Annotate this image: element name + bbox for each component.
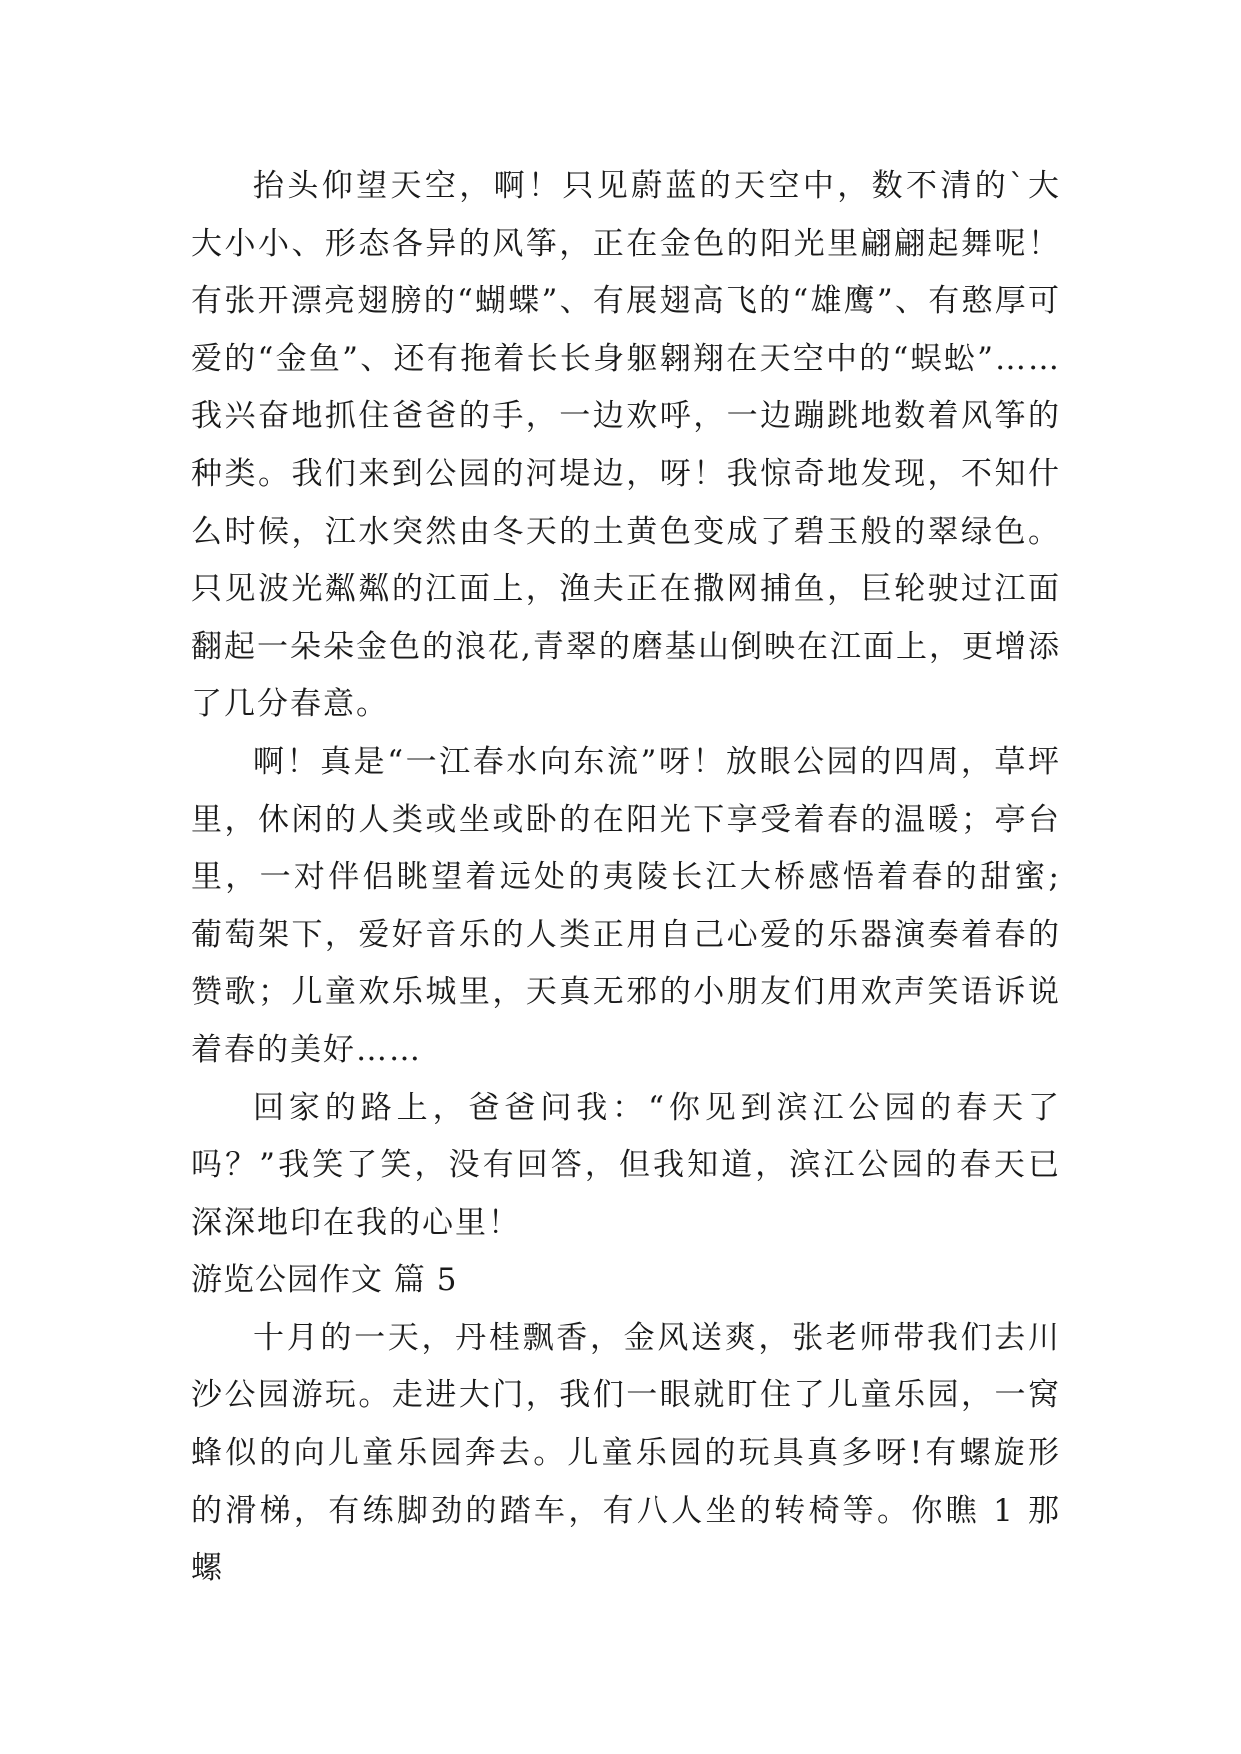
paragraph-kites-river: 抬头仰望天空，啊！只见蔚蓝的天空中，数不清的`大大小小、形态各异的风筝，正在金色的阳光里翩翩起舞呢！有张开漂亮翅膀的“蝴蝶”、有展翅高飞的“雄鹰”、有憨厚可爱的“金鱼”、还有拖着长长身躯翱翔在天空中的“蜈蚣”……我兴奋地抓住爸爸的手，一边欢呼，一边蹦跳地数着风筝的种类。我们来到公园的河堤边，呀！我惊奇地发现，不知什么时候，江水突然由冬天的土黄色变成了碧玉般的翠绿色。只见波光粼粼的江面上，渔夫正在撒网捕鱼，巨轮驶过江面翻起一朵朵金色的浪花,青翠的磨基山倒映在江面上，更增添了几分春意。 — [191, 168, 1061, 723]
paragraph-chuansha-park: 十月的一天，丹桂飘香，金风送爽，张老师带我们去川沙公园游玩。走进大门，我们一眼就盯住了儿童乐园，一窝蜂似的向儿童乐园奔去。儿童乐园的玩具真多呀!有螺旋形的滑梯，有练脚劲的踏车，有八人坐的转椅等。你瞧 1 那螺 — [191, 1319, 1061, 1587]
document-body — [191, 158, 1061, 1598]
paragraph-spring-scenes: 啊！真是“一江春水向东流”呀！放眼公园的四周，草坪里，休闲的人类或坐或卧的在阳光下享受着春的温暖；亭台里，一对伴侣眺望着远处的夷陵长江大桥感悟着春的甜蜜;葡萄架下，爱好音乐的人类正用自己心爱的乐器演奏着春的赞歌；儿童欢乐城里，天真无邪的小朋友们用欢声笑语诉说着春的美好…… — [191, 743, 1061, 1068]
section-heading: 游览公园作文 篇 5 — [191, 1262, 458, 1299]
paragraph-going-home: 回家的路上，爸爸问我：“你见到滨江公园的春天了吗？”我笑了笑，没有回答，但我知道，滨江公园的春天已深深地印在我的心里！ — [191, 1089, 1061, 1241]
